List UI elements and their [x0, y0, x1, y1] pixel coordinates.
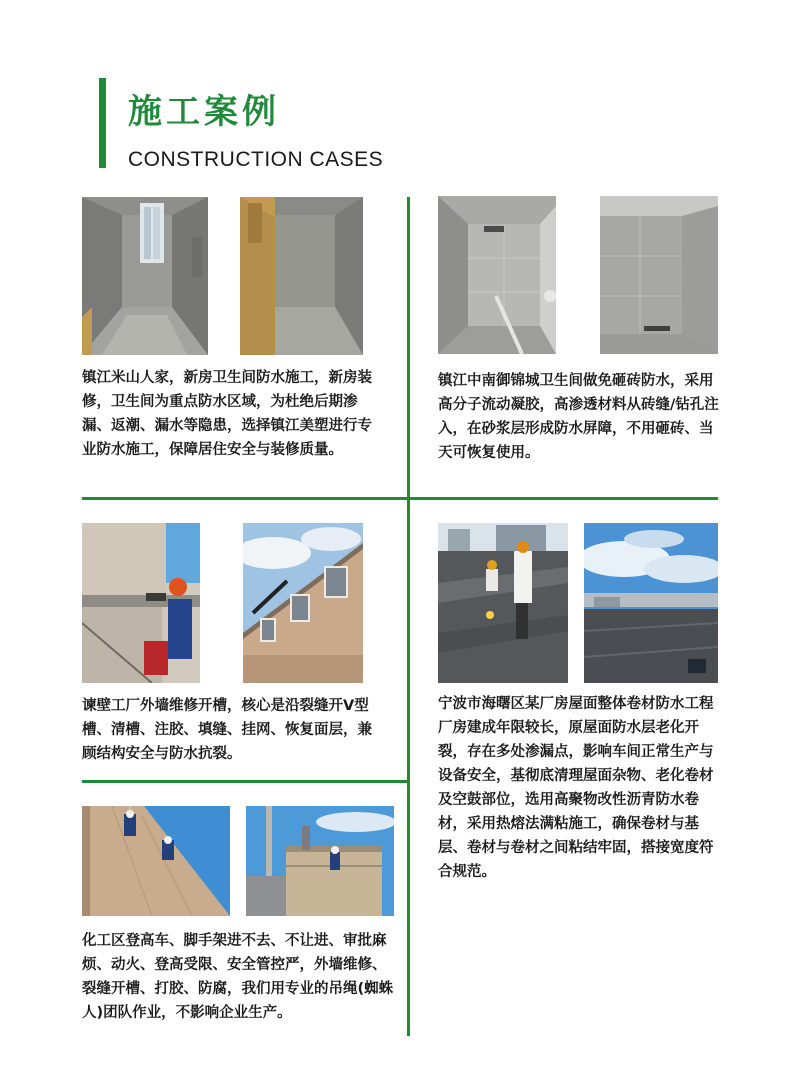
case3-photo-wall-worker [82, 523, 200, 683]
horizontal-divider-middle [82, 497, 718, 500]
case5-description: 化工区登高车、脚手架进不去、不让进、审批麻烦、动火、登高受限、安全管控严，外墙维修、裂缝开槽、打胶、防腐，我们用专业的吊绳(蜘蛛人)团队作业，不影响企业生产。 [82, 933, 394, 1021]
vertical-divider [407, 197, 410, 1036]
case2-description: 镇江中南御锦城卫生间做免砸砖防水，采用高分子流动凝胶，高渗透材料从砖缝/钻孔注入，在砂浆层形成防水屏障，不用砸砖、当天可恢复使用。 [438, 373, 719, 461]
horizontal-divider-left [82, 780, 407, 783]
case3-description: 谏壁工厂外墙维修开槽，核心是沿裂缝开V型槽、清槽、注胶、填缝、挂网、恢复面层，兼顾结构安全与防水抗裂。 [82, 698, 372, 762]
case1-description: 镇江米山人家，新房卫生间防水施工，新房装修，卫生间为重点防水区域，为杜绝后期渗漏、返潮、漏水等隐患，选择镇江美塑进行专业防水施工，保障居住安全与装修质量。 [82, 370, 372, 458]
case5-photo-rope-access [82, 806, 230, 916]
case3-photo-factory-building [243, 523, 363, 683]
title-accent-bar [99, 78, 106, 168]
page-title: 施工案例 [128, 92, 280, 132]
case1-photo-bathroom-window [82, 197, 208, 355]
page-subtitle: CONSTRUCTION CASES [128, 148, 384, 171]
case2-photo-shower-area [600, 196, 718, 354]
case4-photo-roof-finished [584, 523, 718, 683]
case4-photo-roof-workers [438, 523, 568, 683]
case4-description: 宁波市海曙区某厂房屋面整体卷材防水工程厂房建成年限较长，原屋面防水层老化开裂，存在多处渗漏点，影响车间正常生产与设备安全，基彻底清理屋面杂物、老化卷材及空鼓部位，选用高聚物改性沥青防水卷材，采用热熔法满粘施工，确保卷材与基层、卷材与卷材之间粘结牢固，搭接宽度符合规范。 [438, 696, 714, 880]
case5-photo-chemical-plant [246, 806, 394, 916]
case2-photo-tiled-bathroom [438, 196, 556, 354]
case1-photo-bathroom-corner [240, 197, 363, 355]
